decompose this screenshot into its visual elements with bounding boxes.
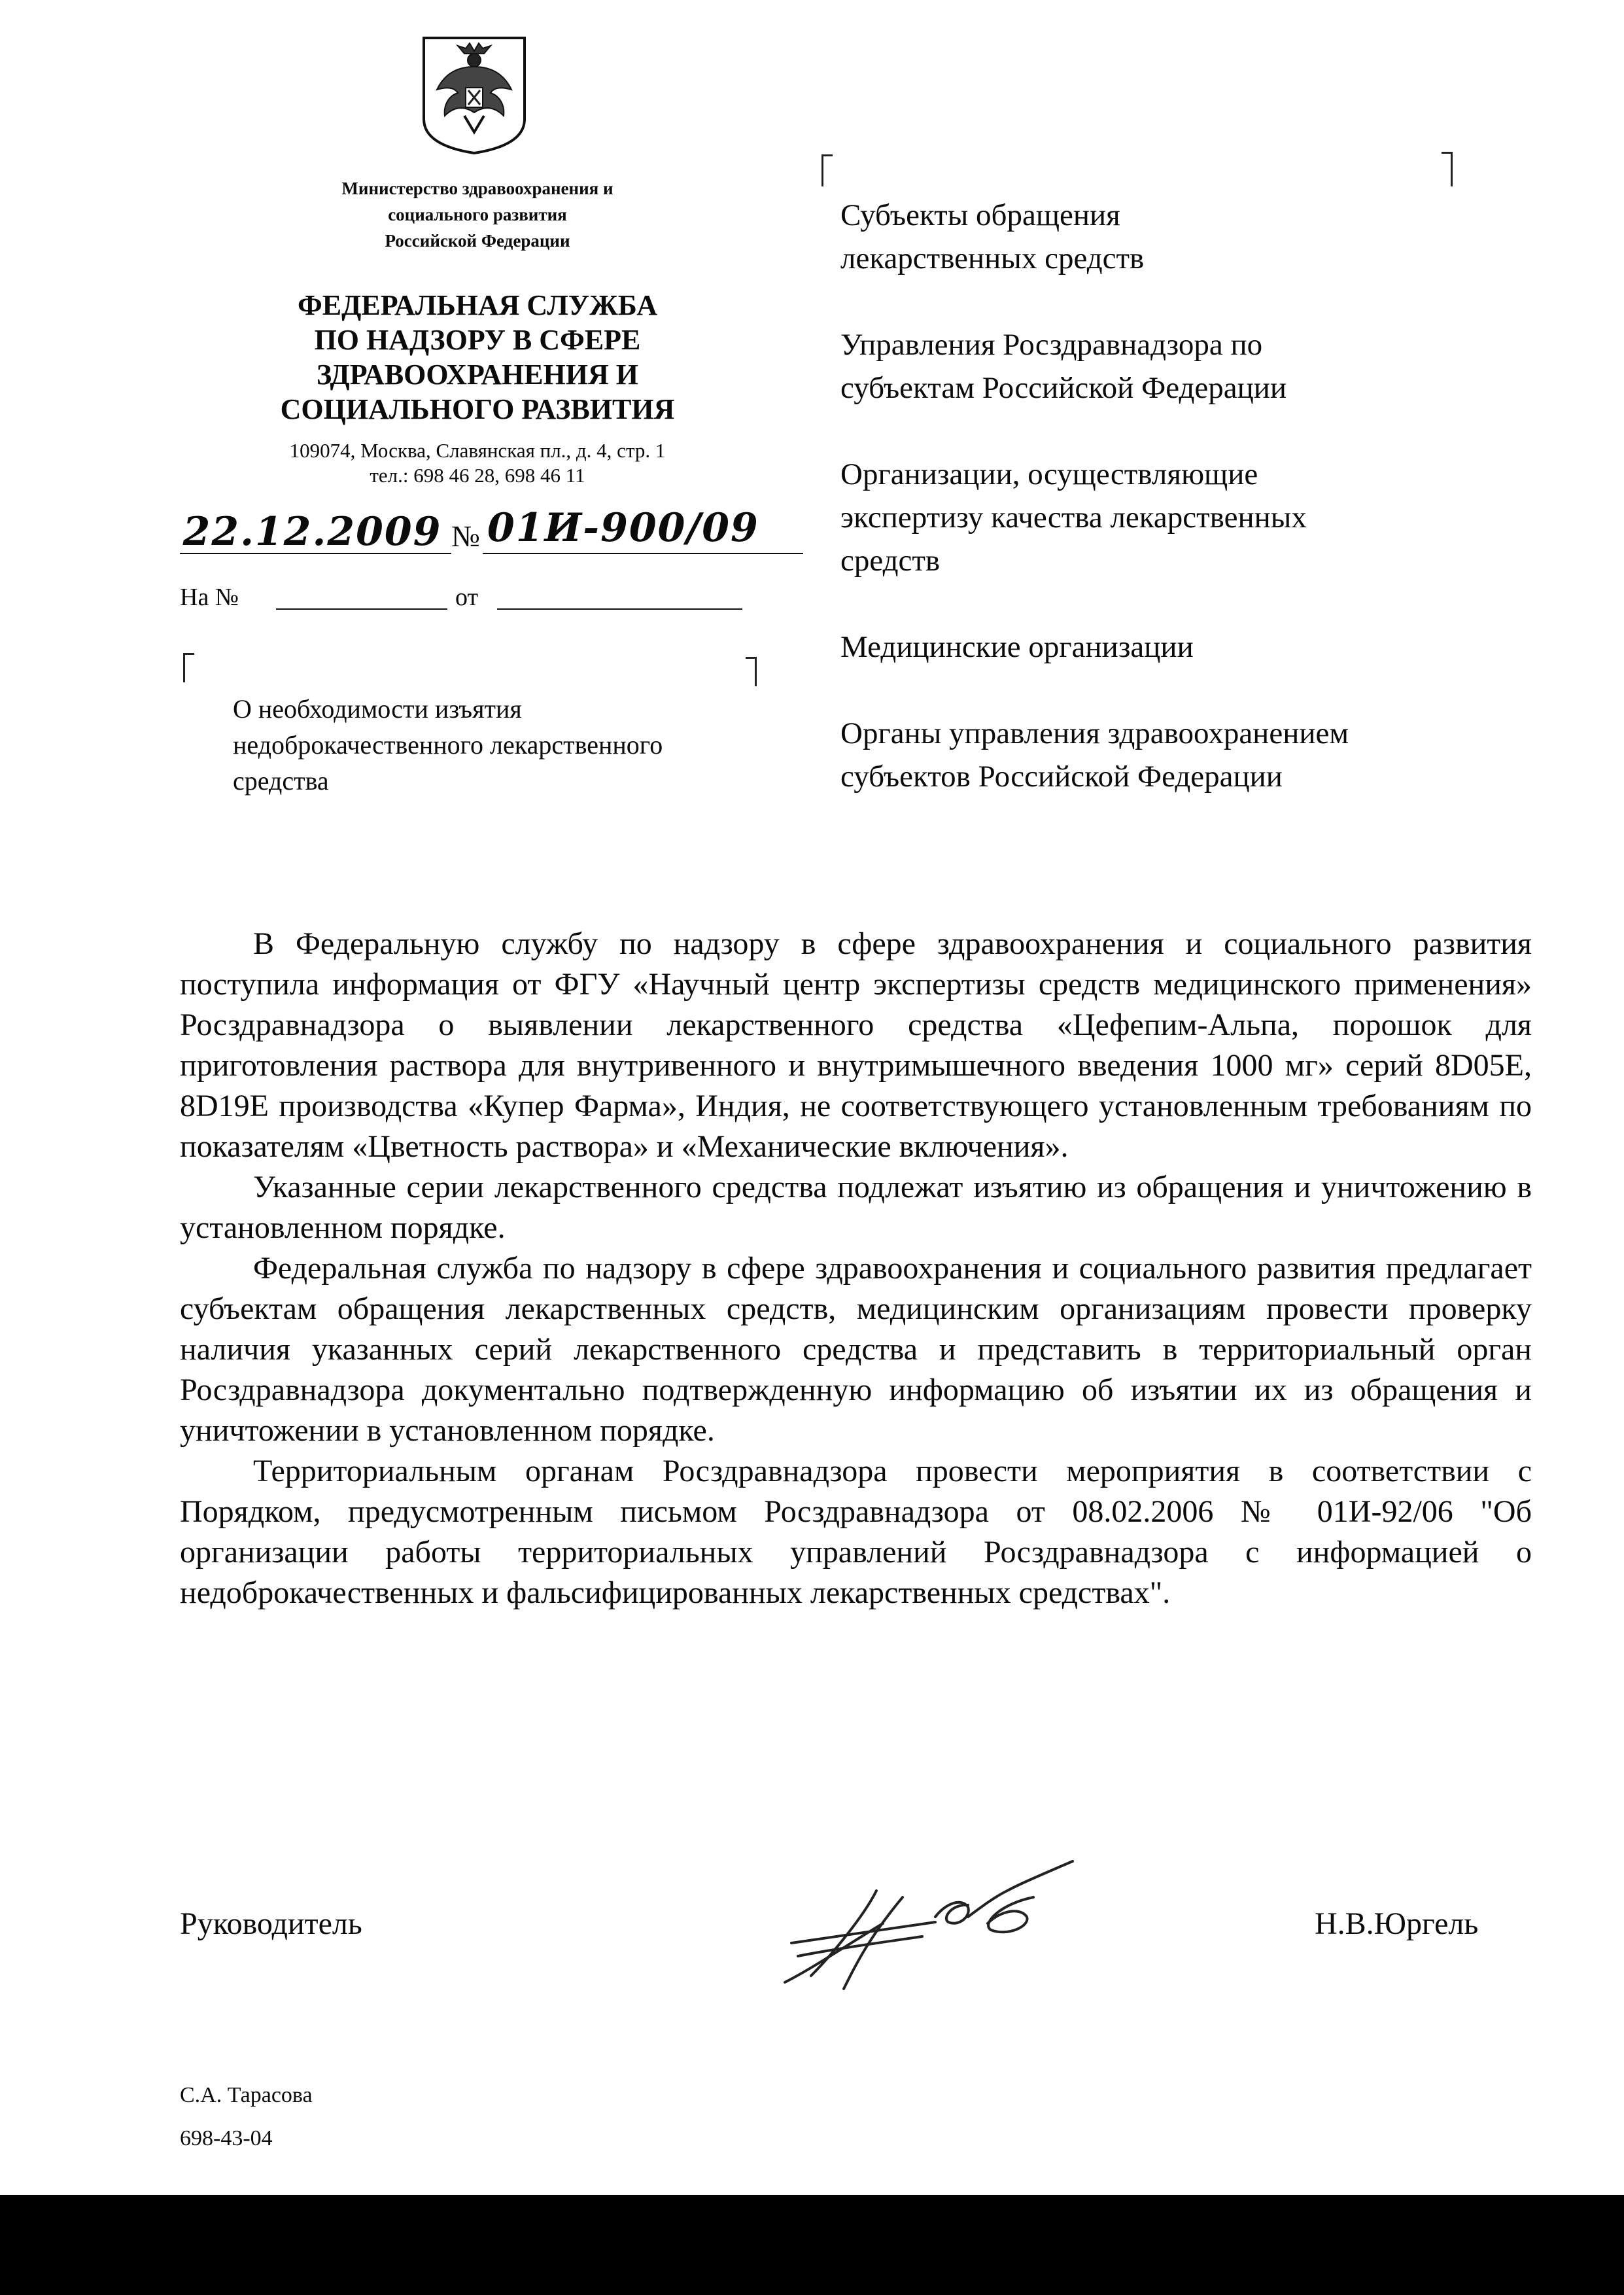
ministry-line: Российской Федерации <box>385 231 570 251</box>
registration-date: 22.12.2009 <box>182 509 442 555</box>
body-paragraph: Территориальным органам Росздравнадзора провести мероприятия в соответствии с Порядком, предусмотренным письмом Росздравнадзора от 08.02.2006 № 01И-92/06 "Об организации работы территориальных управлений Росздравнадзора с информацией о недоброкачественных и фальсифицированных лекарственных средствах". <box>180 1454 1532 1610</box>
subject-corner-right <box>746 657 757 686</box>
addressee-block <box>840 194 1560 841</box>
phone-line: тел.: 698 46 28, 698 46 11 <box>370 464 585 487</box>
service-line: СОЦИАЛЬНОГО РАЗВИТИЯ <box>280 393 675 425</box>
signatory-name: Н.В.Юргель <box>1315 1906 1479 1941</box>
reference-date-blank <box>497 608 742 610</box>
reference-number-blank <box>276 608 447 610</box>
ministry-line: Министерство здравоохранения и <box>341 179 613 198</box>
addressee-corner-left <box>821 154 833 186</box>
handwritten-signature-icon <box>772 1845 1086 2015</box>
letter-body <box>180 924 1532 1613</box>
service-line: ФЕДЕРАЛЬНАЯ СЛУЖБА <box>298 289 657 321</box>
body-paragraph: Федеральная служба по надзору в сфере здравоохранения и социального развития предлагает субъектам обращения лекарственных средств, медицинским организациям провести проверку наличия указанных серий лекарственного средства и представить в территориальный орган Росздравнадзора документально подтвержденную информацию об изъятии их из обращения и уничтожении в установленном порядке. <box>180 1251 1532 1448</box>
service-line: ЗДРАВООХРАНЕНИЯ И <box>316 359 638 391</box>
number-underline <box>483 553 803 554</box>
addressee-item: Органы управления здравоохранением субъектов Российской Федерации <box>840 716 1349 794</box>
body-paragraph: В Федеральную службу по надзору в сфере здравоохранения и социального развития поступила информация от ФГУ «Научный центр экспертизы средств медицинского применения» Росздравнадзора о выявлении лекарственного средства «Цефепим-Альпа, порошок для приготовления раствора для внутривенного и внутримышечного введения 1000 мг» серий 8D05E, 8D19E производства «Купер Фарма», Индия, не соответствующего установленным требованиям по показателям «Цветность раствора» и «Механические включения». <box>180 926 1532 1164</box>
subject-line: О необходимости изъятия <box>233 694 522 724</box>
service-line: ПО НАДЗОРУ В СФЕРЕ <box>314 324 641 356</box>
addressee-item: Субъекты обращения лекарственных средств <box>840 198 1145 275</box>
address-line: 109074, Москва, Славянская пл., д. 4, стр. 1 <box>289 439 666 462</box>
service-name <box>249 288 706 427</box>
executor-name: С.А. Тарасова <box>180 2083 313 2107</box>
body-paragraph: Указанные серии лекарственного средства подлежат изъятию из обращения и уничтожению в установленном порядке. <box>180 1170 1532 1245</box>
date-underline <box>180 553 451 554</box>
executor-phone: 698-43-04 <box>180 2126 273 2150</box>
addressee-corner-right <box>1442 152 1453 186</box>
addressee-item: Управления Росздравнадзора по субъектам Российской Федерации <box>840 328 1287 405</box>
scan-border <box>0 2195 1624 2295</box>
signatory-title: Руководитель <box>180 1906 362 1941</box>
subject-corner-left <box>183 653 194 682</box>
addressee-item: Организации, осуществляющие экспертизу качества лекарственных средств <box>840 457 1307 578</box>
addressee-item: Медицинские организации <box>840 630 1194 664</box>
reference-from-label: от <box>455 584 479 611</box>
registration-number: 01И-900/09 <box>487 505 759 551</box>
ministry-name <box>275 175 680 254</box>
coat-of-arms-icon <box>419 34 530 156</box>
reference-label: На № <box>180 584 239 611</box>
sender-address <box>235 438 719 488</box>
subject-line: средства <box>233 766 329 796</box>
ministry-line: социального развития <box>388 205 567 224</box>
letter-subject <box>233 691 795 799</box>
subject-line: недоброкачественного лекарственного <box>233 730 663 760</box>
number-sign: № <box>451 519 480 553</box>
